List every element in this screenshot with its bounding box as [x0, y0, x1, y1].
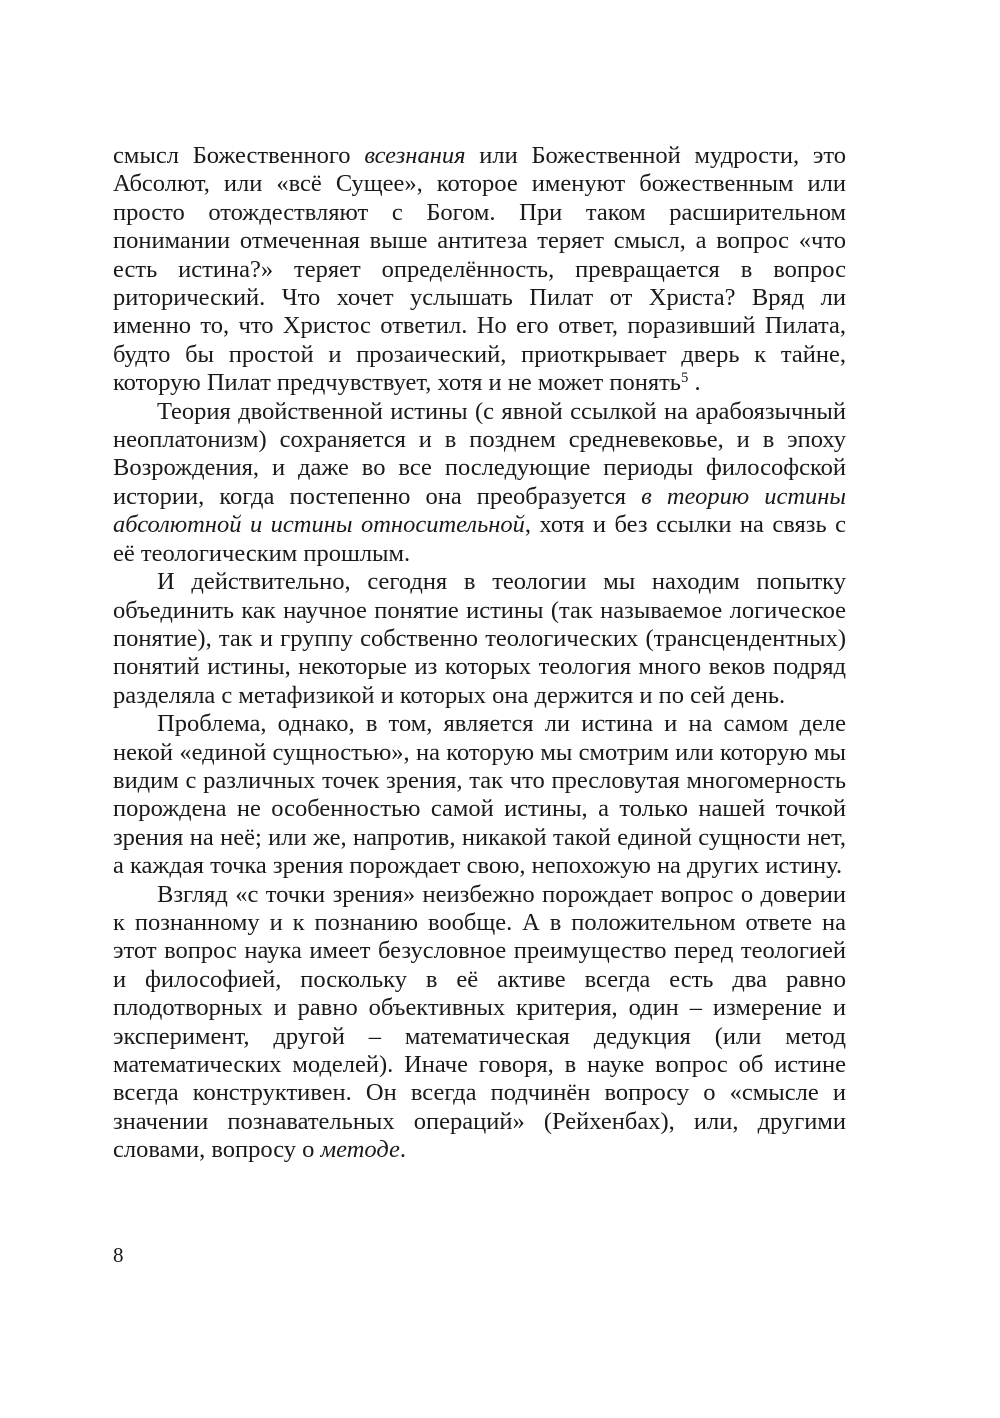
paragraph-5-text: Взгляд «с точки зрения» неизбежно порождает вопрос о доверии к познанному и к познанию вообще. А в положительном ответе на этот вопрос наука имеет безусловное преимущество перед теологией и философией, поскольку в её активе всегда есть два равно плодотворных и равно объективных критерия, один – измерение и эксперимент, другой – математическая дедукция (или метод математических моделей). Иначе говоря, в науке вопрос об истине всегда конструктивен. Он всегда подчинён вопросу о «смысле и значении познавательных операций» (Рейхенбах), или, другими словами, вопросу о — [113, 880, 846, 1164]
paragraph-2-italic-phrase: в теорию истины абсолютной и истины относительной — [113, 482, 847, 539]
paragraph-3 — [113, 568, 846, 710]
paragraph-1-italic-word: всезнания — [364, 142, 466, 169]
paragraph-2-text: Теория двойственной истины (с явной ссылкой на арабоязычный неоплатонизм) сохраняется и в позднем средневековье, и в эпоху Возрождения, и даже во все последующие периоды философской истории, когда постепенно она преобразуется — [113, 397, 846, 510]
paragraph-4 — [113, 710, 846, 880]
paragraph-3-text: И действительно, сегодня в теологии мы находим попытку объединить как научное понятие истины (так называемое логическое понятие), так и группу собственно теологических (трансцендентных) понятий истины, некоторые из которых теология много веков подряд разделяла с метафизикой и которых она держится и по сей день. — [113, 568, 846, 709]
paragraph-1-text-end: . — [688, 369, 701, 397]
paragraph-5-text-end: . — [399, 1136, 407, 1164]
paragraph-5 — [113, 881, 846, 1165]
paragraph-2-text-end: , хотя и без ссылки на связь с её теологическим прошлым. — [113, 511, 846, 567]
page-number: 8 — [113, 1243, 124, 1267]
page-body-text — [113, 142, 846, 1165]
paragraph-2 — [113, 398, 846, 568]
paragraph-1 — [113, 142, 846, 398]
paragraph-4-text: Проблема, однако, в том, является ли истина и на самом деле некой «единой сущностью», на которую мы смотрим или которую мы видим с различных точек зрения, так что пресловутая многомерность порождена не особенностью самой истины, а только нашей точкой зрения на неё; или же, напротив, никакой такой единой сущности нет, а каждая точка зрения порождает свою, непохожую на других истину. — [113, 710, 846, 880]
paragraph-1-text-continued: или Божественной мудрости, это Абсолют, или «всё Сущее», которое именуют божественным или просто отождествляют с Богом. При таком расширительном понимании отмеченная выше антитеза теряет смысл, а вопрос «что есть истина?» теряет определённость, превращается в вопрос риторический. Что хочет услышать Пилат от Христа? Вряд ли именно то, что Христос ответил. Но его ответ, поразивший Пилата, будто бы простой и прозаический, приоткрывает дверь к тайне, которую Пилат предчувствует, хотя и не может понять — [113, 142, 846, 397]
paragraph-5-italic-word: методе — [320, 1136, 400, 1164]
footnote-reference[interactable]: 5 — [680, 370, 689, 387]
paragraph-1-text: смысл Божественного — [113, 142, 365, 169]
